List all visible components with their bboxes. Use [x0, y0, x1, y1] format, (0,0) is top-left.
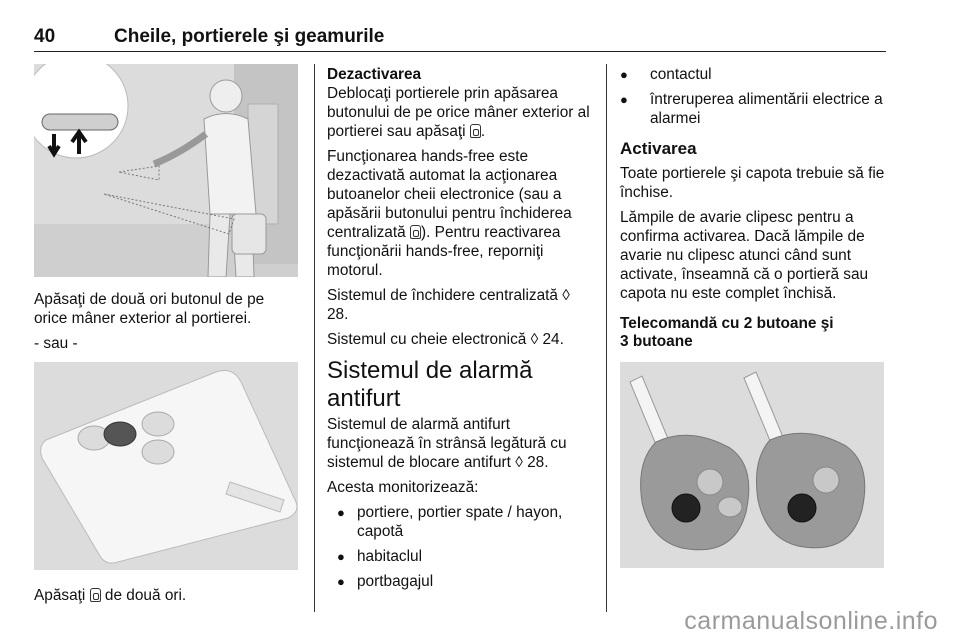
page-header [34, 26, 886, 52]
monitor-intro: Acesta monitorizează: [327, 479, 479, 496]
activation-paragraph-2: Lămpile de avarie clipesc pentru a confirma activarea. Dacă lămpile de avarie nu clipesc atunci când sunt activate, înseamnă că o portieră sau capota nu este complet închisă. [620, 209, 869, 302]
page-number: 40 [34, 26, 56, 47]
column-1-text-a [34, 290, 298, 359]
page-title: Cheile, portierele şi geamurile [114, 26, 385, 47]
central-locking-reference: Sistemul de închidere centralizată ◊ 28. [327, 287, 570, 323]
list-item: ● întreruperea alimentării electrice a alarmei [620, 90, 888, 128]
deactivation-heading: Dezactivarea [327, 66, 422, 83]
list-item: ● portiere, portier spate / hayon, capotă [327, 503, 595, 541]
alarm-section-heading: Sistemul de alarmă antifurt [327, 357, 533, 412]
column-divider-1 [314, 64, 315, 612]
unlock-button-icon [470, 124, 481, 138]
electronic-card-key-illustration [34, 362, 298, 570]
remote-keys-illustration [620, 362, 884, 568]
alarm-paragraph: Sistemul de alarmă antifurt funcţionează în strânsă legătură cu sistemul de blocare antifurt ◊ 28. [327, 416, 567, 471]
column-1-text-b [34, 586, 298, 611]
activation-heading: Activarea [620, 139, 697, 158]
electronic-key-reference: Sistemul cu cheie electronică ◊ 24. [327, 331, 564, 348]
column-2 [327, 65, 595, 597]
lock-button-icon [90, 588, 101, 602]
deactivation-paragraph-2: Funcţionarea hands-free este dezactivată automat la acţionarea butoanelor cheii electronice (sau a apăsării butonului pentru închiderea centralizată ). Pentru reactivarea funcţionării hands-free, reporniţi motorul. [327, 148, 572, 279]
list-item: ● habitaclul [327, 547, 595, 566]
or-separator: - sau - [34, 335, 78, 352]
list-item: ● contactul [620, 65, 888, 84]
monitor-list [327, 503, 595, 591]
column-divider-2 [606, 64, 607, 612]
deactivation-paragraph-1: Deblocaţi portierele prin apăsarea butonului de pe orice mâner exterior al portierei sau apăsaţi . [327, 85, 590, 140]
remote-heading: Telecomandă cu 2 butoane şi 3 butoane [620, 315, 834, 350]
monitor-list-continued [620, 65, 888, 128]
watermark: carmanualsonline.info [684, 607, 938, 635]
handle-caption: Apăsaţi de două ori butonul de pe orice mâner exterior al portierei. [34, 291, 265, 327]
card-caption: Apăsaţi de două ori. [34, 587, 187, 604]
list-item: ● portbagajul [327, 572, 595, 591]
door-handle-illustration [34, 64, 298, 277]
lock-button-icon [410, 225, 421, 239]
column-3 [620, 65, 888, 357]
activation-paragraph-1: Toate portierele şi capota trebuie să fie închise. [620, 165, 885, 201]
